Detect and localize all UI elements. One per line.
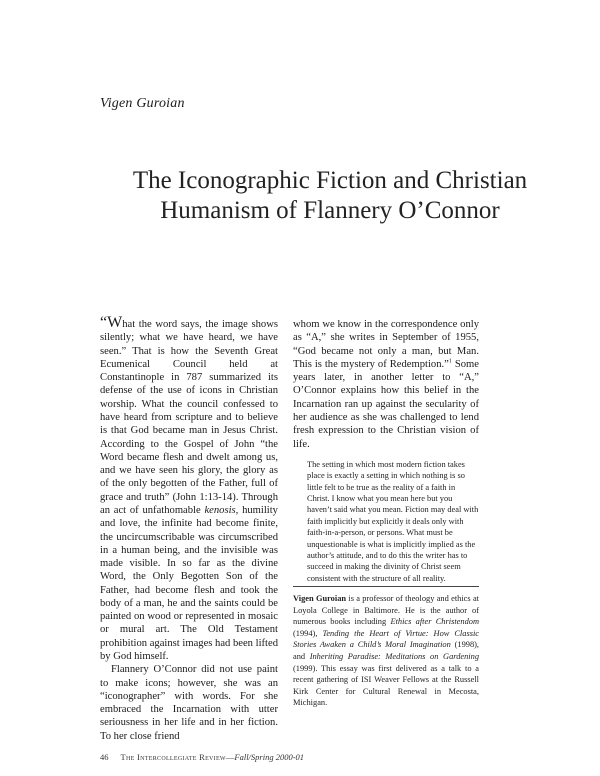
right-column [293, 318, 479, 584]
block-quote: The setting in which most modern fiction takes place is exactly a setting in which nothing is so little felt to be true as the reality of a faith in Christ. I know what you mean here but you haven’t said what you mean. Fiction may deal with faith implicitly but explicitly it deals only with faith-in-a-person, or persons. What must be unquestionable is what is implicitly implied as the author’s attitude, and to do this the writer has to succeed in making the divinity of Christ seem consistent with the structure of all reality. [307, 459, 479, 583]
book-title-1: Ethics after Christendom [390, 617, 479, 627]
left-column [100, 314, 278, 743]
author-name: Vigen Guroian [100, 96, 185, 111]
paragraph-3-start: whom we know in the correspondence only as “A,” she writes in September of 1955, “God became not only a man, but Man. This is the mystery of Redemption.” [293, 319, 479, 370]
paragraph-1-end: humility and love, the infinite had become finite, the uncircumscribable was circumscribed in a human being, and the invisible was made visible. In so far as the divine Word, the Only Begotten Son of the Father, had become flesh and took the body of a man, he and the saints could be painted on wood or represented in mosaic or mural art. The Old Testament prohibition against images had been lifted by God himself. [100, 504, 278, 663]
book-title-3: Inheriting Paradise: Meditations on Gardening [309, 651, 480, 661]
paragraph-1 [100, 314, 278, 663]
paragraph-2: Flannery O’Connor did not use paint to make icons; however, she was an “iconographer” with words. For she embraced the Incarnation with utter seriousness in her life and in her fiction. To her close friend [100, 664, 278, 742]
article-title [60, 166, 600, 226]
paragraph-3 [293, 318, 479, 451]
bio-text-4: (1999). This essay was first delivered as a talk to a recent gathering of ISI Weaver Fellows at the Russell Kirk Center for Cultural Renewal in Mecosta, Michigan. [293, 663, 479, 708]
journal-name: The Intercollegiate Review [120, 752, 226, 762]
bio-text-1: is a professor of theology and ethics at Loyola College in Baltimore. He is the author of numerous books including [293, 594, 479, 627]
paragraph-1-text: hat the word says, the image shows silently; what we have heard, we have seen.” That is how the Seventh Great Ecumenical Council held at Constantinople in 787 summarized its defense of the use of icons in Christian worship. What the council confessed to have heard from scripture and to believe is that God became man in Jesus Christ. According to the Gospel of John “the Word became flesh and dwelt among us, and we have seen his glory, the glory as of the only begotten of the Father, full of grace and truth” (John 1:13-14). Through an act of unfathomable [100, 319, 278, 516]
title-line-1: The Iconographic Fiction and Christian [132, 167, 528, 194]
title-line-2: Humanism of Flannery O’Connor [160, 197, 500, 224]
page-number: 46 [100, 752, 109, 762]
footnote-marker: 1 [448, 358, 452, 365]
opening-quote-mark: “ [100, 314, 108, 331]
page-footer [100, 752, 304, 762]
issue-date: Fall/Spring 2000-01 [234, 752, 305, 762]
bio-text-2: (1994), [293, 628, 318, 638]
bio-text-3: (1998), and [293, 640, 480, 661]
author-bio [293, 586, 479, 709]
bio-name: Vigen Guroian [293, 594, 347, 603]
book-title-2: Tending the Heart of Virtue: How Classic Stories Awaken a Child’s Moral Imagination [293, 628, 480, 650]
kenosis-term: kenosis, [204, 504, 239, 516]
footer-separator: — [225, 752, 235, 762]
drop-cap: W [107, 314, 123, 331]
paragraph-3-end: Some years later, in another letter to “A,” O’Connor explains how this belief in the Incarnation ran up against the secularity of her audience as she was challenged to lend fresh expression to the Christian vision of life. [293, 358, 479, 450]
